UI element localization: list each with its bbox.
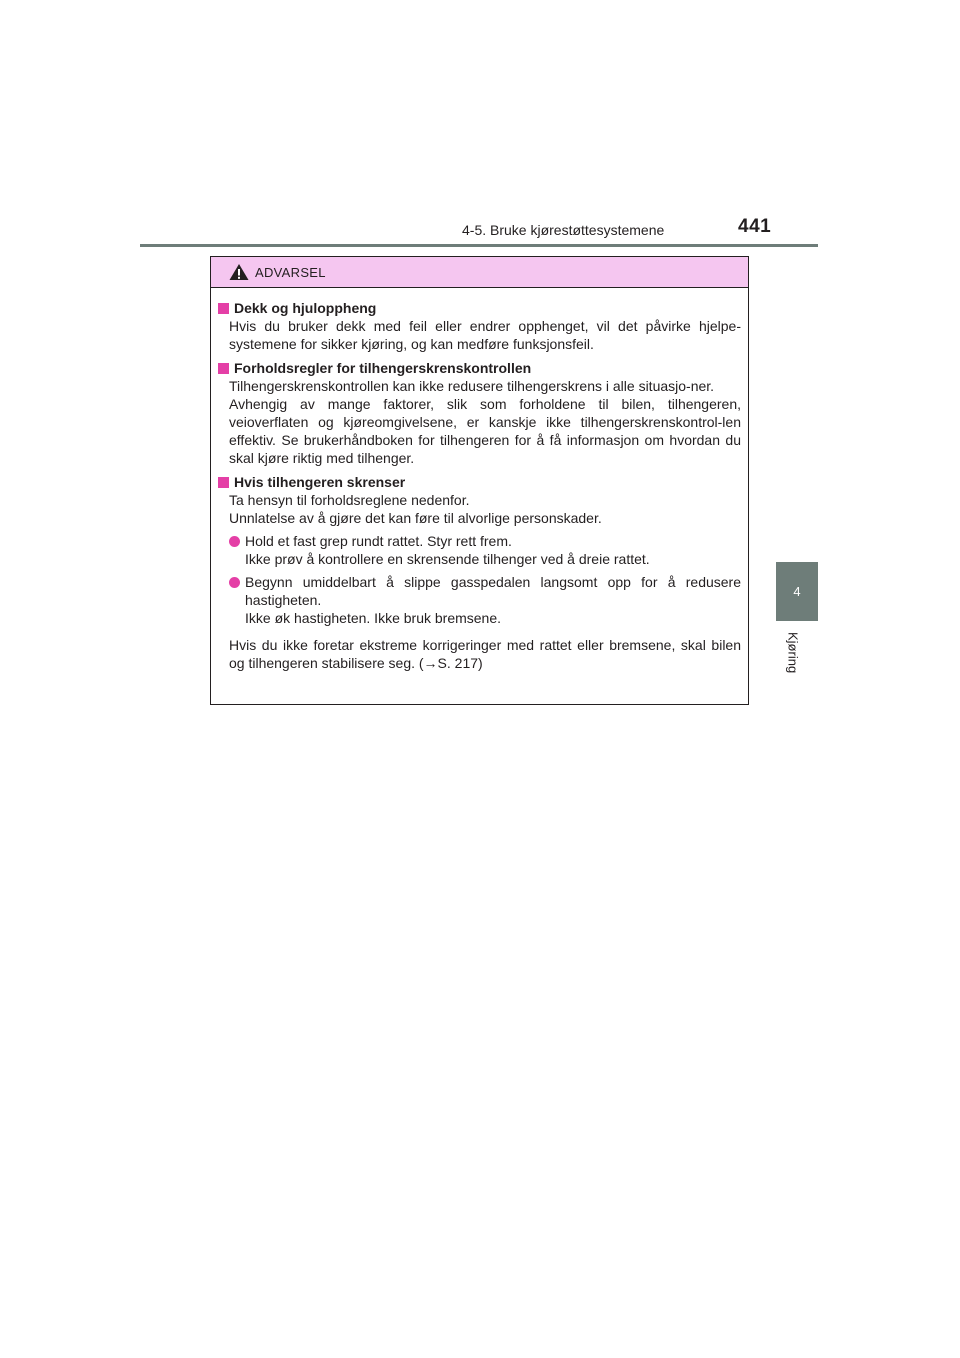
- square-bullet-icon: [218, 477, 229, 488]
- section-heading-text: Hvis tilhengeren skrenser: [234, 474, 406, 490]
- section-precautions: [218, 359, 741, 467]
- paragraph: Hvis du bruker dekk med feil eller endrer opphenget, vil det påvirke hjelpe-systemene for sikker kjøring, og kan medføre funksjonsfeil.: [229, 318, 741, 352]
- bullet-line: Ikke øk hastigheten. Ikke bruk bremsene.: [245, 610, 502, 626]
- paragraph: Avhengig av mange faktorer, slik som forholdene til bilen, tilhengeren, veioverflaten og kjøreomgivelsene, er kanskje ikke tilhengerskrenskontrol-len effektiv. Se brukerhåndboken for tilhengeren for å få informasjon om hvordan du skal kjøre riktig med tilhenger.: [229, 396, 741, 466]
- warning-label: ADVARSEL: [255, 264, 326, 280]
- bullet-line: Hold et fast grep rundt rattet. Styr rett frem.: [245, 533, 512, 549]
- section-tires: [218, 299, 741, 353]
- list-item: [229, 532, 741, 568]
- section-title: 4-5. Bruke kjørestøttesystemene: [462, 222, 665, 238]
- paragraph: Ta hensyn til forholdsreglene nedenfor.: [229, 492, 470, 508]
- bullet-line: Ikke prøv å kontrollere en skrensende tilhenger ved å dreie rattet.: [245, 551, 650, 567]
- paragraph: Unnlatelse av å gjøre det kan føre til alvorlige personskader.: [229, 510, 602, 526]
- warning-box: [210, 256, 749, 705]
- round-bullet-icon: [229, 577, 240, 588]
- warning-body: [211, 288, 748, 672]
- chapter-label: Kjøring: [785, 632, 801, 674]
- section-heading-text: Dekk og hjuloppheng: [234, 300, 377, 316]
- page-number: 441: [738, 216, 772, 237]
- closing-paragraph: Hvis du ikke foretar ekstreme korrigeringer med rattet eller bremsene, skal bilen og tilhengeren stabilisere seg. (→S. 217): [229, 637, 741, 671]
- section-heading-text: Forholdsregler for tilhengerskrenskontrollen: [234, 360, 532, 376]
- bullet-line: Begynn umiddelbart å slippe gasspedalen langsomt opp for å redusere hastigheten.: [245, 574, 741, 608]
- square-bullet-icon: [218, 303, 229, 314]
- warning-triangle-icon: [229, 263, 249, 281]
- section-heading: [218, 359, 741, 377]
- square-bullet-icon: [218, 363, 229, 374]
- warning-header: [211, 257, 748, 288]
- round-bullet-icon: [229, 536, 240, 547]
- section-trailer-sway: [218, 473, 741, 672]
- chapter-tab: [776, 562, 818, 621]
- chapter-number: 4: [793, 584, 801, 599]
- paragraph: Tilhengerskrenskontrollen kan ikke redusere tilhengerskrens i alle situasjo-ner.: [229, 378, 715, 394]
- list-item: [229, 573, 741, 627]
- section-heading: [218, 299, 741, 317]
- section-heading: [218, 473, 741, 491]
- header-rule: [140, 244, 818, 247]
